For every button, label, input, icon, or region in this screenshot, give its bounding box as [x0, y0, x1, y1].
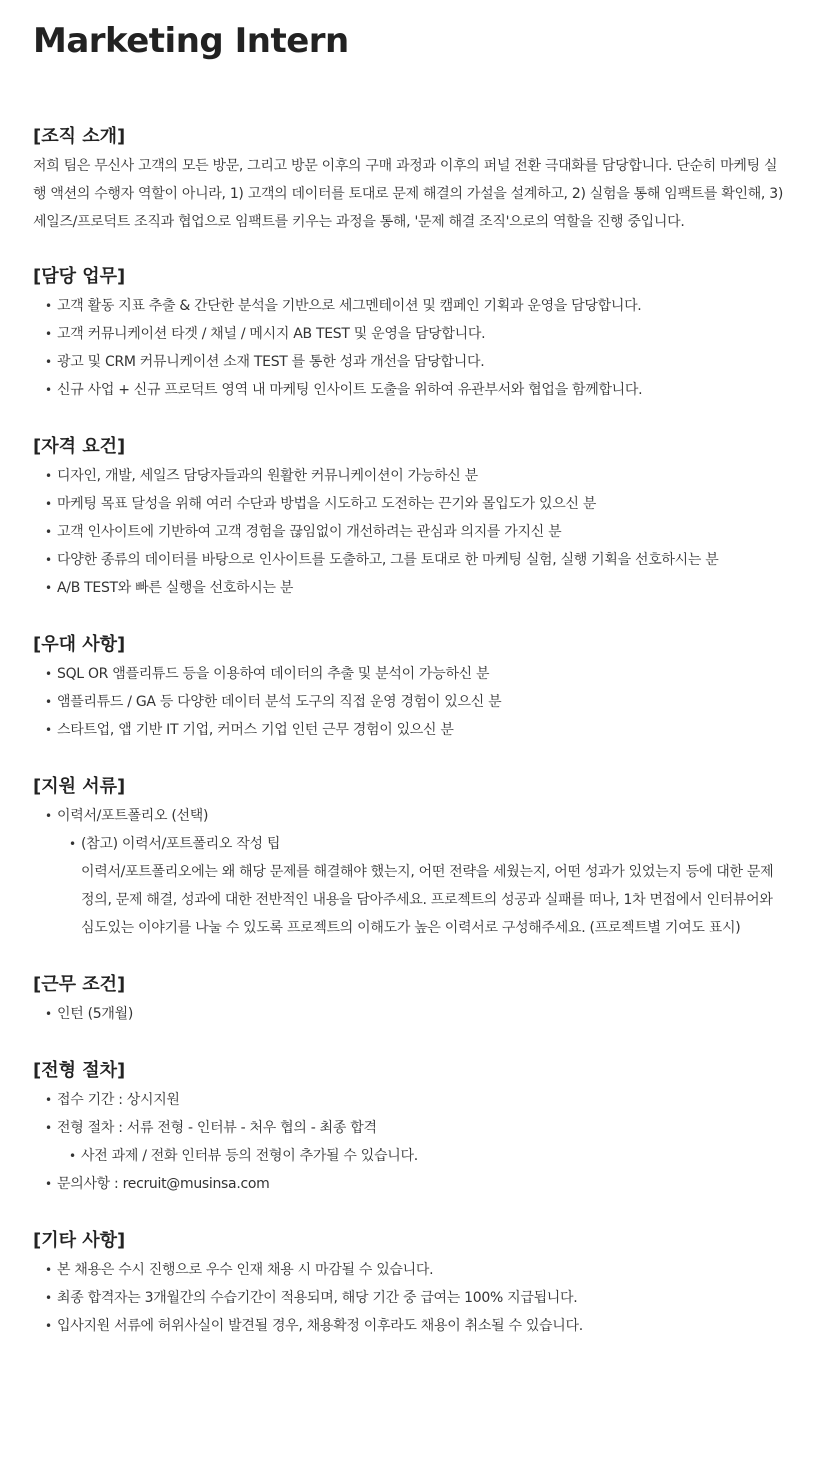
section-etc [33, 1228, 789, 1340]
section-process [33, 1058, 789, 1198]
section-intro [33, 124, 789, 236]
list-item-contact: • 문의사항 : recruit@musinsa.com [45, 1176, 270, 1192]
list-item: • 인턴 (5개월) [45, 1006, 133, 1022]
preferred-list [33, 660, 789, 744]
section-heading: [자격 요건] [33, 436, 126, 457]
section-heading: [기타 사항] [33, 1230, 126, 1251]
qualifications-list [33, 462, 789, 602]
contact-email: 문의사항 : recruit@musinsa.com [57, 1176, 270, 1192]
documents-list [33, 802, 789, 942]
list-item: • 앰플리튜드 / GA 등 다양한 데이터 분석 도구의 직접 운영 경험이 있으신 분 [45, 694, 502, 710]
list-item: • 최종 합격자는 3개월간의 수습기간이 적용되며, 해당 기간 중 급여는 100% 지급됩니다. [45, 1290, 578, 1306]
list-item: • 고객 커뮤니케이션 타겟 / 채널 / 메시지 AB TEST 및 운영을 담당합니다. [45, 326, 486, 342]
section-heading: [조직 소개] [33, 126, 126, 147]
list-item: • 다양한 종류의 데이터를 바탕으로 인사이트를 도출하고, 그를 토대로 한 마케팅 실험, 실행 기획을 선호하시는 분 [45, 552, 719, 568]
etc-list [33, 1256, 789, 1340]
list-item: • 광고 및 CRM 커뮤니케이션 소재 TEST 를 통한 성과 개선을 담당합니다. [45, 354, 485, 370]
tip-text: 이력서/포트폴리오에는 왜 해당 문제를 해결해야 했는지, 어떤 전략을 세웠는지, 어떤 성과가 있었는지 등에 대한 문제 정의, 문제 해결, 성과에 대한 전반적인 내용을 담아주세요. 프로젝트의 성공과 실패를 떠나, 1차 면접에서 인터뷰어와 심도있는 이야기를 나눌 수 있도록 프로젝트의 이해도가 높은 이력서로 구성해주세요. (프로젝트별 기여도 표시) [81, 864, 774, 936]
section-qualifications [33, 434, 789, 602]
list-item: • 입사지원 서류에 허위사실이 발견될 경우, 채용확정 이후라도 채용이 취소될 수 있습니다. [45, 1318, 583, 1334]
section-preferred [33, 632, 789, 744]
duties-list [33, 292, 789, 404]
intro-paragraph: 저희 팀은 무신사 고객의 모든 방문, 그리고 방문 이후의 구매 과정과 이후의 퍼널 전환 극대화를 담당합니다. 단순히 마케팅 실행 액션의 수행자 역할이 아니라, 1) 고객의 데이터를 토대로 문제 해결의 가설을 설계하고, 2) 실험을 통해 임팩트를 확인해, 3) 세일즈/프로덕트 조직과 협업으로 임팩트를 키우는 과정을 통해, '문제 해결 조직'으로의 역할을 진행 중입니다. [33, 158, 783, 230]
list-item: • 스타트업, 앱 기반 IT 기업, 커머스 기업 인턴 근무 경험이 있으신 분 [45, 722, 454, 738]
section-duties [33, 264, 789, 404]
sub-list-item: • (참고) 이력서/포트폴리오 작성 팁 이력서/포트폴리오에는 왜 해당 문제를 해결해야 했는지, 어떤 전략을 세웠는지, 어떤 성과가 있었는지 등에 대한 문제 정의, 문제 해결, 성과에 대한 전반적인 내용을 담아주세요. 프로젝트의 성공과 실패를 떠나, 1차 면접에서 인터뷰어와 심도있는 이야기를 나눌 수 있도록 프로젝트의 이해도가 높은 이력서로 구성해주세요. (프로젝트별 기여도 표시) [69, 830, 789, 942]
list-item: • 고객 활동 지표 추출 & 간단한 분석을 기반으로 세그멘테이션 및 캠페인 기획과 운영을 담당합니다. [45, 298, 642, 314]
section-heading: [전형 절차] [33, 1060, 126, 1081]
list-item: • SQL OR 앰플리튜드 등을 이용하여 데이터의 추출 및 분석이 가능하신 분 [45, 666, 490, 682]
list-item: • 신규 사업 + 신규 프로덕트 영역 내 마케팅 인사이트 도출을 위하여 유관부서와 협업을 함께합니다. [45, 382, 643, 398]
tip-title: (참고) 이력서/포트폴리오 작성 팁 [81, 836, 281, 852]
sub-list-item: • 사전 과제 / 전화 인터뷰 등의 전형이 추가될 수 있습니다. [69, 1148, 418, 1164]
list-item: • 마케팅 목표 달성을 위해 여러 수단과 방법을 시도하고 도전하는 끈기와 몰입도가 있으신 분 [45, 496, 597, 512]
process-list [33, 1086, 789, 1198]
list-item: • 디자인, 개발, 세일즈 담당자들과의 원활한 커뮤니케이션이 가능하신 분 [45, 468, 478, 484]
list-item: • 이력서/포트폴리오 (선택) • (참고) 이력서/포트폴리오 작성 팁 이력서/포트폴리오에는 왜 해당 문제를 해결해야 했는지, 어떤 전략을 세웠는지, 어떤 성과가 있었는지 등에 대한 문제 정의, 문제 해결, 성과에 대한 전반적인 내용을 담아주세요. 프로젝트의 성공과 실패를 떠나, 1차 면접에서 인터뷰어와 심도있는 이야기를 나눌 수 있도록 프로젝트의 이해도가 높은 이력서로 구성해주세요. (프로젝트별 기여도 표시) [45, 802, 789, 942]
section-heading: [근무 조건] [33, 974, 126, 995]
conditions-list [33, 1000, 789, 1028]
page-title: Marketing Intern [33, 21, 349, 61]
documents-sublist [57, 830, 789, 942]
list-item: • 고객 인사이트에 기반하여 고객 경험을 끊임없이 개선하려는 관심과 의지를 가지신 분 [45, 524, 562, 540]
section-conditions [33, 972, 789, 1028]
list-item: • 전형 절차 : 서류 전형 - 인터뷰 - 처우 협의 - 최종 합격 • 사전 과제 / 전화 인터뷰 등의 전형이 추가될 수 있습니다. [45, 1114, 789, 1170]
list-item: • A/B TEST와 빠른 실행을 선호하시는 분 [45, 580, 294, 596]
list-item: • 본 채용은 수시 진행으로 우수 인재 채용 시 마감될 수 있습니다. [45, 1262, 434, 1278]
process-sublist [57, 1142, 789, 1170]
section-heading: [지원 서류] [33, 776, 126, 797]
section-documents [33, 774, 789, 942]
section-heading: [담당 업무] [33, 266, 126, 287]
section-heading: [우대 사항] [33, 634, 126, 655]
list-item: • 접수 기간 : 상시지원 [45, 1092, 180, 1108]
